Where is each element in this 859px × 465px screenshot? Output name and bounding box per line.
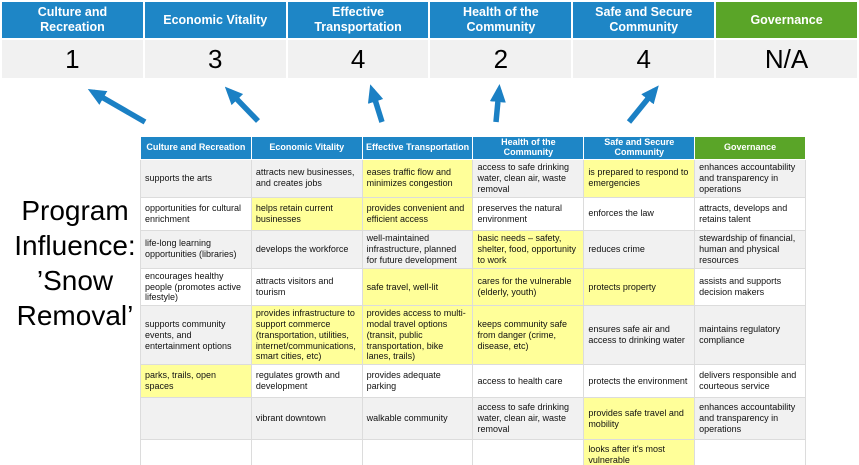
matrix-cell-r4-c3: safe travel, well-lit [362,268,473,305]
up-arrow-2 [229,91,258,121]
matrix-cell-r3-c5: reduces crime [584,230,695,268]
matrix-row-4 [141,268,806,305]
matrix-cell-r1-c6: enhances accountability and transparency in operations [695,159,806,197]
matrix-cell-r4-c5: protects property [584,268,695,305]
matrix-cell-r1-c5: is prepared to respond to emergencies [584,159,695,197]
matrix-cell-r6-c1: parks, trails, open spaces [141,365,252,398]
program-influence-label [0,193,150,333]
summary-value-safe-and-secure-community: 4 [573,40,714,78]
matrix-cell-r4-c4: cares for the vulnerable (elderly, youth) [473,268,584,305]
matrix-cell-r3-c4: basic needs – safety, shelter, food, opportunity to work [473,230,584,268]
matrix-cell-r5-c4: keeps community safe from danger (crime, disease, etc) [473,306,584,365]
summary-value-economic-vitality: 3 [145,40,286,78]
summary-header-health-of-the-community: Health of the Community [430,2,571,38]
summary-value-culture-and-recreation: 1 [2,40,143,78]
matrix-cell-r3-c3: well-maintained infrastructure, planned for future development [362,230,473,268]
matrix-cell-r3-c2: develops the workforce [251,230,362,268]
summary-header-governance: Governance [716,2,857,38]
summary-header-economic-vitality: Economic Vitality [145,2,286,38]
matrix-cell-r3-c6: stewardship of financial, human and physical resources [695,230,806,268]
matrix-row-2 [141,197,806,230]
matrix-cell-r4-c6: assists and supports decision makers [695,268,806,305]
matrix-cell-r6-c5: protects the environment [584,365,695,398]
matrix-cell-r8-c4 [473,440,584,465]
summary-value-effective-transportation: 4 [288,40,429,78]
matrix-row-8 [141,440,806,465]
summary-header-culture-and-recreation: Culture and Recreation [2,2,143,38]
matrix-cell-r1-c4: access to safe drinking water, clean air, waste removal [473,159,584,197]
matrix-cell-r5-c5: ensures safe air and access to drinking water [584,306,695,365]
matrix-header-row [141,137,806,160]
matrix-cell-r4-c2: attracts visitors and tourism [251,268,362,305]
up-arrow-5 [629,90,655,122]
matrix-cell-r5-c6: maintains regulatory compliance [695,306,806,365]
matrix-header-health-of-the-community: Health of the Community [473,137,584,160]
matrix-cell-r6-c4: access to health care [473,365,584,398]
summary-value-health-of-the-community: 2 [430,40,571,78]
up-arrow-3 [372,90,382,122]
matrix-header-safe-and-secure-community: Safe and Secure Community [584,137,695,160]
summary-value-governance: N/A [716,40,857,78]
matrix-row-3 [141,230,806,268]
matrix-cell-r5-c2: provides infrastructure to support commerce (transportation, utilities, internet/communications, smart cities, etc) [251,306,362,365]
program-label-line: Program [21,195,129,226]
matrix-cell-r3-c1: life-long learning opportunities (libraries) [141,230,252,268]
matrix-header-economic-vitality: Economic Vitality [251,137,362,160]
summary-header-safe-and-secure-community: Safe and Secure Community [573,2,714,38]
program-label-line: Removal’ [16,300,134,331]
matrix-cell-r2-c2: helps retain current businesses [251,197,362,230]
matrix-header-governance: Governance [695,137,806,160]
summary-table [2,2,857,78]
matrix-cell-r1-c2: attracts new businesses, and creates jobs [251,159,362,197]
matrix-cell-r2-c4: preserves the natural environment [473,197,584,230]
up-arrow-4 [496,90,499,122]
matrix-header-culture-and-recreation: Culture and Recreation [141,137,252,160]
matrix-cell-r1-c1: supports the arts [141,159,252,197]
matrix-cell-r8-c5: looks after it's most vulnerable [584,440,695,465]
matrix-cell-r7-c4: access to safe drinking water, clean air, waste removal [473,398,584,440]
program-label-line: Influence: [14,230,136,261]
matrix-cell-r6-c6: delivers responsible and courteous service [695,365,806,398]
matrix-cell-r7-c6: enhances accountability and transparency in operations [695,398,806,440]
summary-header-effective-transportation: Effective Transportation [288,2,429,38]
matrix-cell-r2-c3: provides convenient and efficient access [362,197,473,230]
matrix-cell-r5-c3: provides access to multi-modal travel options (transit, public transportation, bike lanes, trails) [362,306,473,365]
matrix-row-7 [141,398,806,440]
priorities-matrix [140,136,806,465]
matrix-row-6 [141,365,806,398]
matrix-cell-r4-c1: encourages healthy people (promotes active lifestyle) [141,268,252,305]
matrix-cell-r8-c6 [695,440,806,465]
matrix-row-5 [141,306,806,365]
matrix-cell-r8-c1 [141,440,252,465]
matrix-cell-r5-c1: supports community events, and entertainment options [141,306,252,365]
matrix-cell-r7-c2: vibrant downtown [251,398,362,440]
matrix-cell-r2-c6: attracts, develops and retains talent [695,197,806,230]
program-label-line: ’Snow [36,265,114,296]
matrix-cell-r8-c3 [362,440,473,465]
matrix-cell-r6-c3: provides adequate parking [362,365,473,398]
matrix-cell-r7-c3: walkable community [362,398,473,440]
matrix-cell-r8-c2 [251,440,362,465]
matrix-cell-r7-c1 [141,398,252,440]
matrix-row-1 [141,159,806,197]
matrix-cell-r2-c5: enforces the law [584,197,695,230]
matrix-header-effective-transportation: Effective Transportation [362,137,473,160]
matrix-cell-r6-c2: regulates growth and development [251,365,362,398]
matrix-cell-r7-c5: provides safe travel and mobility [584,398,695,440]
matrix-cell-r2-c1: opportunities for cultural enrichment [141,197,252,230]
matrix-cell-r1-c3: eases traffic flow and minimizes congestion [362,159,473,197]
up-arrow-1 [93,92,145,122]
